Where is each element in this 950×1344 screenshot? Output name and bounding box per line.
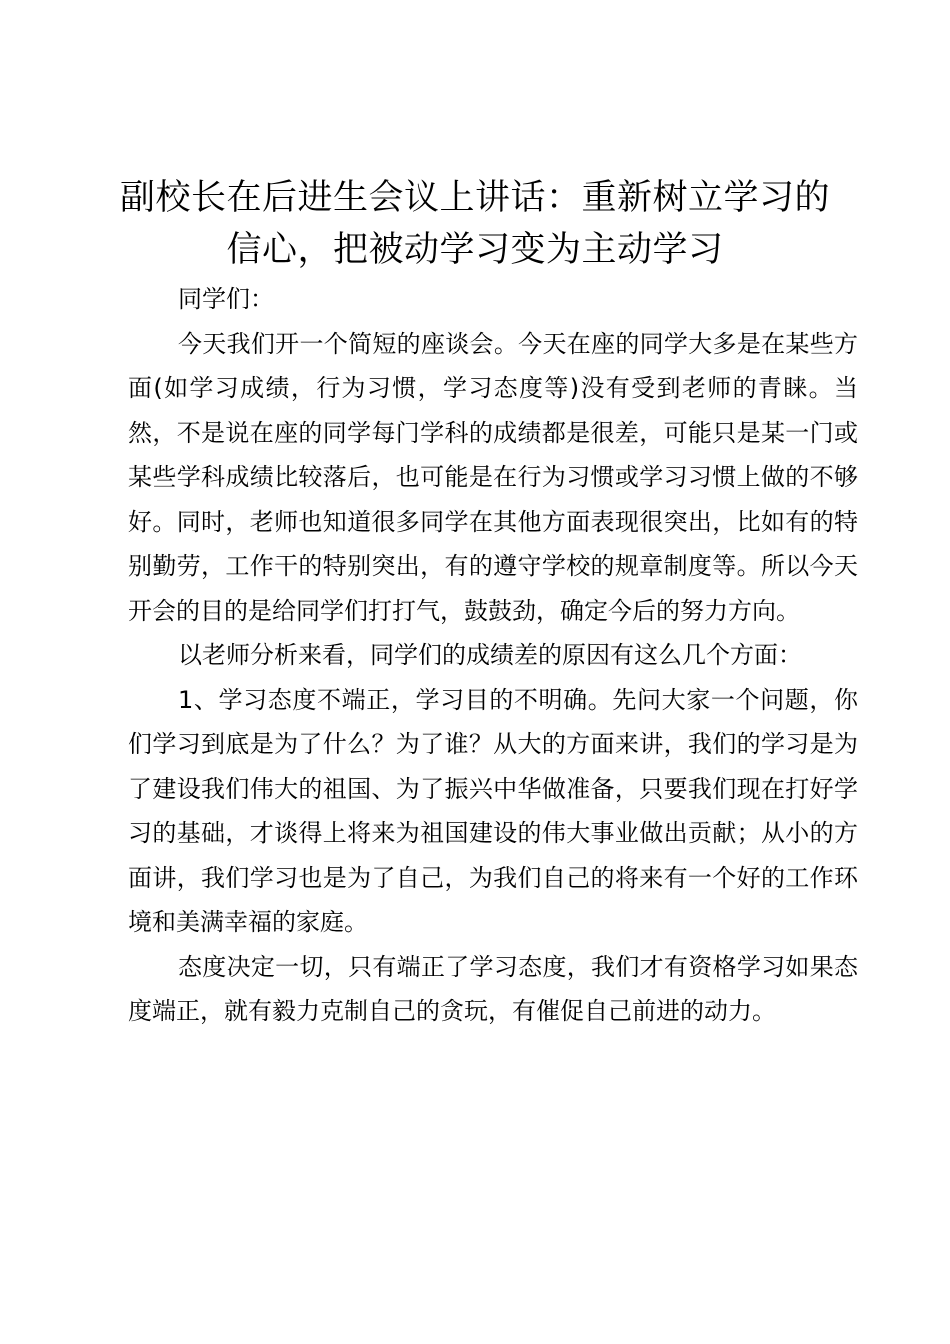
title-line-2: 信心，把被动学习变为主动学习: [226, 230, 724, 270]
document-title: [110, 172, 840, 276]
paragraph-point-1: 1、学习态度不端正，学习目的不明确。先问大家一个问题，你们学习到底是为了什么？为了谁？从大的方面来讲，我们的学习是为了建设我们伟大的祖国、为了振兴中华做准备，只要我们现在打好学习的基础，才谈得上将来为祖国建设的伟大事业做出贡献；从小的方面讲，我们学习也是为了自己，为我们自己的将来有一个好的工作环境和美满幸福的家庭。: [128, 685, 858, 936]
paragraph-intro: 今天我们开一个简短的座谈会。今天在座的同学大多是在某些方面(如学习成绩，行为习惯，学习态度等)没有受到老师的青睐。当然，不是说在座的同学每门学科的成绩都是很差，可能只是某一门或某些学科成绩比较落后，也可能是在行为习惯或学习习惯上做的不够好。同时，老师也知道很多同学在其他方面表现很突出，比如有的特别勤劳，工作干的特别突出，有的遵守学校的规章制度等。所以今天开会的目的是给同学们打打气，鼓鼓劲，确定今后的努力方向。: [128, 329, 858, 625]
paragraph-attitude: 态度决定一切，只有端正了学习态度，我们才有资格学习如果态度端正，就有毅力克制自己的贪玩，有催促自己前进的动力。: [128, 952, 858, 1025]
paragraph-analysis: 以老师分析来看，同学们的成绩差的原因有这么几个方面：: [178, 641, 802, 669]
document-body: [128, 277, 858, 1034]
title-line-1: 副校长在后进生会议上讲话：重新树立学习的: [119, 178, 830, 218]
salutation: 同学们：: [178, 285, 274, 313]
